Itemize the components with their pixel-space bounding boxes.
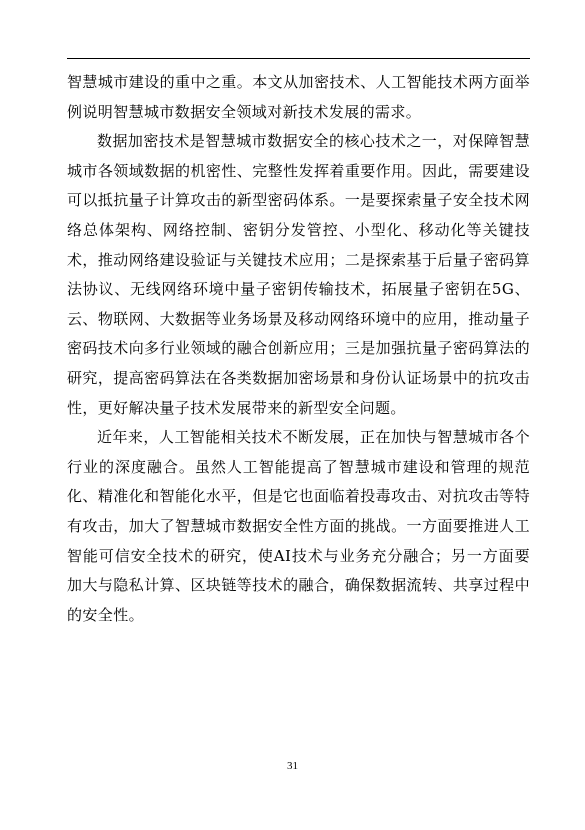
document-body	[67, 68, 530, 630]
paragraph-3: 近年来，人工智能相关技术不断发展，正在加快与智慧城市各个行业的深度融合。虽然人工智能提高了智慧城市建设和管理的规范化、精准化和智能化水平，但是它也面临着投毒攻击、对抗攻击等特有攻击，加大了智慧城市数据安全性方面的挑战。一方面要推进人工智能可信安全技术的研究，使AI技术与业务充分融合；另一方面要加大与隐私计算、区块链等技术的融合，确保数据流转、共享过程中的安全性。	[67, 428, 530, 624]
paragraph-1: 智慧城市建设的重中之重。本文从加密技术、人工智能技术两方面举例说明智慧城市数据安全领域对新技术发展的需求。	[67, 73, 530, 121]
page-number: 31	[287, 760, 298, 772]
header-rule	[67, 58, 530, 59]
paragraph-2: 数据加密技术是智慧城市数据安全的核心技术之一，对保障智慧城市各领域数据的机密性、完整性发挥着重要作用。因此，需要建设可以抵抗量子计算攻击的新型密码体系。一是要探索量子安全技术网络总体架构、网络控制、密钥分发管控、小型化、移动化等关键技术，推动网络建设验证与关键技术应用；二是探索基于后量子密码算法协议、无线网络环境中量子密钥传输技术，拓展量子密钥在5G、云、物联网、大数据等业务场景及移动网络环境中的应用，推动量子密码技术向多行业领域的融合创新应用；三是加强抗量子密码算法的研究，提高密码算法在各类数据加密场景和身份认证场景中的抗攻击性，更好解决量子技术发展带来的新型安全问题。	[67, 132, 530, 417]
